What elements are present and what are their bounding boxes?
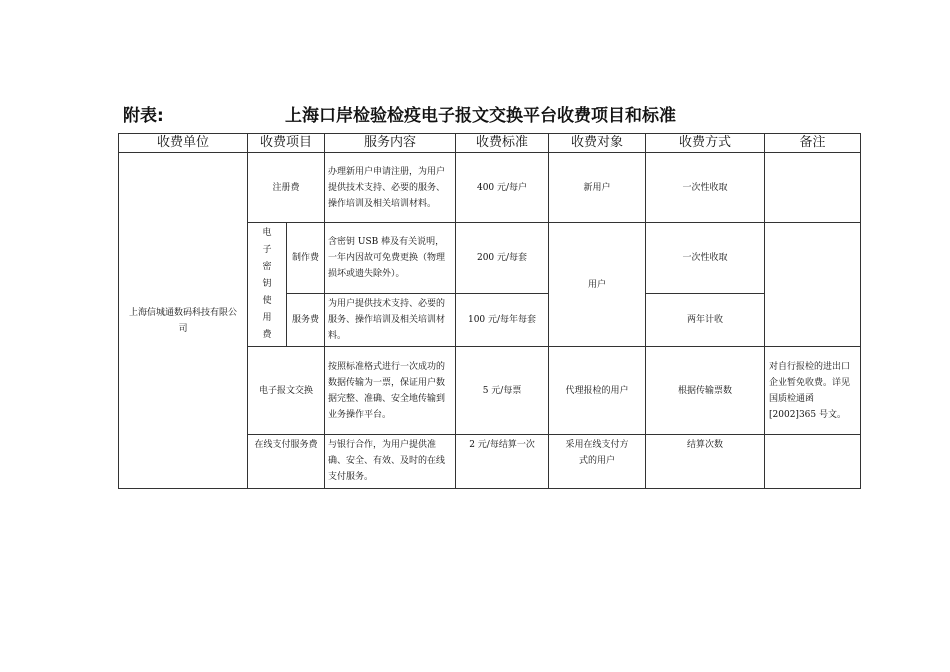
registration-target: 新用户	[549, 153, 646, 223]
registration-content: 办理新用户申请注册，为用户提供技术支持、必要的服务、操作培训及相关培训材料。	[325, 153, 456, 223]
ekey-label-char: 密	[262, 262, 272, 272]
header-target: 收费对象	[549, 134, 646, 153]
payment-item: 在线支付服务费	[248, 435, 325, 489]
header-method: 收费方式	[646, 134, 765, 153]
ekey-make-content: 含密钥 USB 棒及有关说明，一年内因故可免费更换（物理损坏或遗失除外）。	[325, 223, 456, 294]
document-title: 上海口岸检验检疫电子报文交换平台收费项目和标准	[285, 106, 676, 126]
registration-method: 一次性收取	[646, 153, 765, 223]
edi-method: 根据传输票数	[646, 347, 765, 435]
edi-content: 按照标准格式进行一次成功的数据传输为一票，保证用户数据完整、准确、安全地传输到业务操作平台。	[325, 347, 456, 435]
payment-method: 结算次数	[646, 435, 765, 489]
table-row	[119, 153, 861, 223]
payment-standard: 2 元/每结算一次	[456, 435, 549, 489]
ekey-label-char: 钥	[262, 279, 272, 289]
document-heading	[0, 104, 950, 130]
ekey-service-standard: 100 元/每年每套	[456, 294, 549, 347]
header-standard: 收费标准	[456, 134, 549, 153]
ekey-make-standard: 200 元/每套	[456, 223, 549, 294]
ekey-label-char: 电	[262, 228, 272, 238]
registration-note	[765, 153, 861, 223]
header-content: 服务内容	[325, 134, 456, 153]
edi-standard: 5 元/每票	[456, 347, 549, 435]
payment-target: 采用在线支付方式的用户	[549, 435, 646, 489]
ekey-service-method: 两年计收	[646, 294, 765, 347]
ekey-label-char: 使	[262, 296, 272, 306]
appendix-label: 附表:	[123, 106, 164, 126]
fee-table	[118, 133, 861, 489]
ekey-group-label	[248, 223, 287, 347]
ekey-service-content: 为用户提供技术支持、必要的服务、操作培训及相关培训材料。	[325, 294, 456, 347]
header-unit: 收费单位	[119, 134, 248, 153]
ekey-label-char: 费	[262, 330, 272, 340]
ekey-label-char: 子	[262, 245, 272, 255]
ekey-service-item: 服务费	[287, 294, 325, 347]
payment-content: 与银行合作，为用户提供准确、安全、有效、及时的在线支付服务。	[325, 435, 456, 489]
edi-target: 代理报检的用户	[549, 347, 646, 435]
header-row	[119, 134, 861, 153]
header-note: 备注	[765, 134, 861, 153]
ekey-target: 用户	[549, 223, 646, 347]
header-item: 收费项目	[248, 134, 325, 153]
edi-item: 电子报文交换	[248, 347, 325, 435]
ekey-note	[765, 223, 861, 347]
edi-note: 对自行报检的进出口企业暂免收费。详见国质检通函[2002]365 号文。	[765, 347, 861, 435]
ekey-make-method: 一次性收取	[646, 223, 765, 294]
registration-item: 注册费	[248, 153, 325, 223]
payment-note	[765, 435, 861, 489]
ekey-make-item: 制作费	[287, 223, 325, 294]
ekey-label-char: 用	[262, 313, 272, 323]
registration-standard: 400 元/每户	[456, 153, 549, 223]
unit-cell: 上海信城通数码科技有限公司	[119, 153, 248, 489]
